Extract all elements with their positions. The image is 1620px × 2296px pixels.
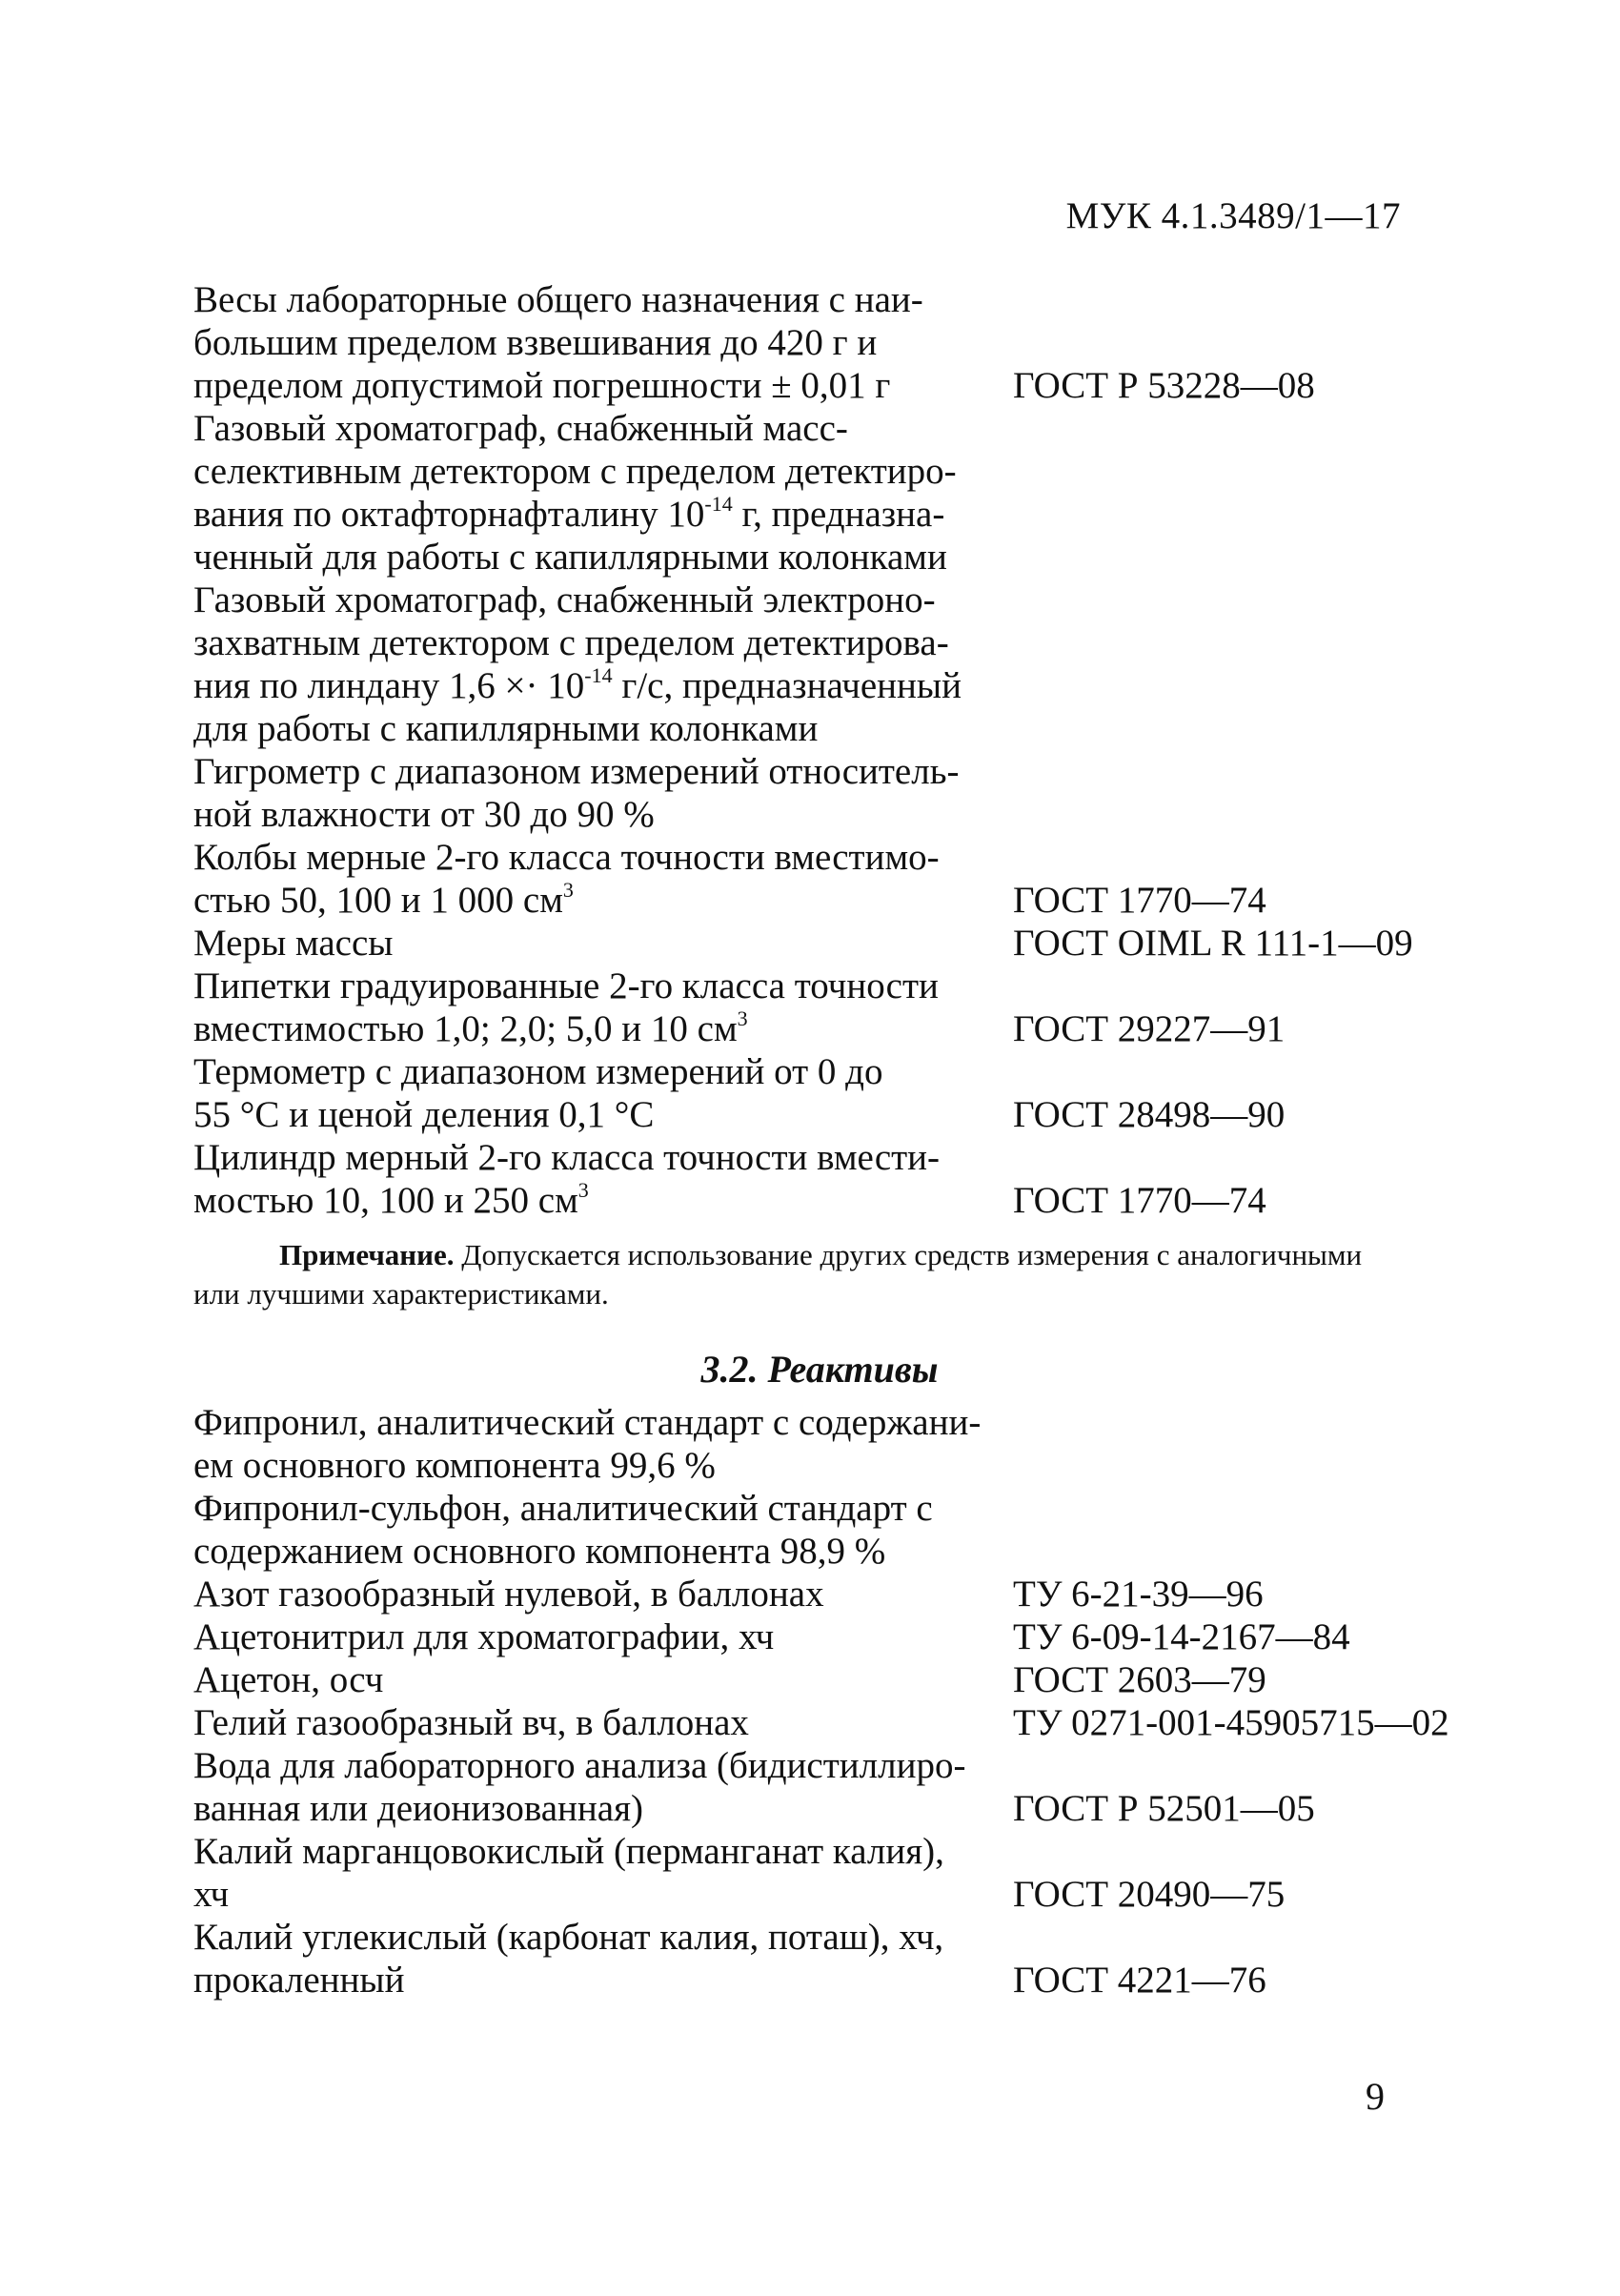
equipment-description: [193, 1136, 1003, 1222]
equipment-description: [193, 1050, 1003, 1136]
reagent-description-line: Фипронил, аналитический стандарт с содержани-: [193, 1402, 982, 1443]
reagent-item: [193, 1830, 1480, 1916]
reagent-standard: ГОСТ 20490—75: [1013, 1874, 1286, 1915]
equipment-standard: ГОСТ 1770—74: [1013, 1180, 1266, 1221]
equipment-description-line: ной влажности от 30 до 90 %: [193, 794, 655, 835]
equipment-description-line: Пипетки градуированные 2-го класса точности: [193, 965, 939, 1006]
equipment-description-line: Гигрометр с диапазоном измерений относитель-: [193, 751, 960, 792]
equipment-description: [193, 579, 1003, 750]
equipment-description: [193, 750, 1003, 836]
equipment-item: [193, 965, 1480, 1050]
equipment-item: [193, 750, 1480, 836]
reagent-description-line: содержанием основного компонента 98,9 %: [193, 1531, 886, 1572]
equipment-description-line: Цилиндр мерный 2-го класса точности вмести-: [193, 1137, 941, 1178]
equipment-standard: ГОСТ Р 53228—08: [1013, 365, 1315, 406]
equipment-standard: ГОСТ 1770—74: [1013, 880, 1266, 921]
reagent-description: [193, 1401, 1003, 1487]
equipment-item: [193, 579, 1480, 750]
reagent-list: [193, 1401, 1480, 2001]
reagent-description-line: ем основного компонента 99,6 %: [193, 1445, 716, 1486]
equipment-description-line: большим пределом взвешивания до 420 г и: [193, 322, 878, 363]
reagent-item: [193, 1487, 1480, 1573]
equipment-list: [193, 278, 1480, 1222]
reagent-description-line: Калий углекислый (карбонат калия, поташ), хч,: [193, 1917, 944, 1958]
equipment-description-line: стью 50, 100 и 1 000 $см^3$: [193, 878, 574, 921]
equipment-description: [193, 278, 1003, 407]
reagent-description-line: Ацетон, осч: [193, 1659, 384, 1700]
equipment-description-line: пределом допустимой погрешности ± 0,01 г: [193, 365, 891, 406]
reagent-item: [193, 1401, 1480, 1487]
reagent-description: [193, 1744, 1003, 1830]
equipment-item: [193, 278, 1480, 407]
reagent-standard: ГОСТ 2603—79: [1013, 1659, 1266, 1700]
equipment-item: [193, 1050, 1480, 1136]
equipment-description-line: Газовый хроматограф, снабженный масс-: [193, 408, 848, 449]
section-title: 3.2. Реактивы: [700, 1348, 939, 1391]
equipment-description-line: селективным детектором с пределом детектиро-: [193, 451, 957, 492]
reagent-item: [193, 1744, 1480, 1830]
reagent-description-line: прокаленный: [193, 1960, 405, 2001]
reagent-item: [193, 1701, 1480, 1744]
page-number: 9: [1366, 2075, 1385, 2118]
reagent-description: [193, 1916, 1003, 2001]
equipment-description-line: ченный для работы с капиллярными колонками: [193, 537, 947, 578]
equipment-item: [193, 922, 1480, 965]
reagent-description-line: Фипронил-сульфон, аналитический стандарт с: [193, 1488, 933, 1529]
note-label: Примечание.: [279, 1238, 455, 1271]
reagent-item: [193, 1615, 1480, 1658]
equipment-standard: ГОСТ 29227—91: [1013, 1008, 1286, 1049]
equipment-description-line: Газовый хроматограф, снабженный электроно-: [193, 579, 936, 620]
reagent-item: [193, 1573, 1480, 1615]
reagent-item: [193, 1916, 1480, 2001]
equipment-description: [193, 836, 1003, 922]
equipment-description-line: захватным детектором с пределом детектирова-: [193, 622, 949, 663]
reagent-standard: ТУ 6-21-39—96: [1013, 1574, 1264, 1615]
reagent-standard: ТУ 6-09-14-2167—84: [1013, 1616, 1350, 1657]
reagent-description-line: Ацетонитрил для хроматографии, хч: [193, 1616, 775, 1657]
equipment-description: [193, 965, 1003, 1050]
note-paragraph: [193, 1235, 1394, 1313]
reagent-item: [193, 1658, 1480, 1701]
equipment-description-line: вания по октафторнафталину $10^{-14}$ г, предназна-: [193, 492, 945, 535]
reagent-description: [193, 1701, 1003, 1744]
equipment-description-line: 55 °С и ценой деления 0,1 °С: [193, 1094, 655, 1135]
note-text: Допускается использование других средств измерения с аналогичными или лучшими характеристиками.: [193, 1238, 1363, 1311]
reagent-description: [193, 1487, 1003, 1573]
reagent-description-line: Гелий газообразный вч, в баллонах: [193, 1702, 749, 1743]
reagent-description-line: Вода для лабораторного анализа (бидистиллиро-: [193, 1745, 966, 1786]
equipment-standard: ГОСТ 28498—90: [1013, 1094, 1286, 1135]
equipment-description-line: вместимостью 1,0; 2,0; 5,0 и 10 $см^3$: [193, 1006, 748, 1049]
equipment-description-line: ния по линдану $1,6 \times\cdot 10^{-14}$ г/с, предназначенный: [193, 663, 962, 706]
reagent-description-line: ванная или деионизованная): [193, 1788, 644, 1829]
reagent-description: [193, 1573, 1003, 1615]
reagent-description-line: Калий марганцовокислый (перманганат калия),: [193, 1831, 944, 1872]
equipment-description-line: Меры массы: [193, 923, 394, 964]
equipment-description-line: для работы с капиллярными колонками: [193, 708, 819, 749]
equipment-description-line: Термометр с диапазоном измерений от 0 до: [193, 1051, 883, 1092]
equipment-description: [193, 407, 1003, 579]
reagent-description: [193, 1830, 1003, 1916]
equipment-description-line: Весы лабораторные общего назначения с наи-: [193, 279, 923, 320]
equipment-description-line: Колбы мерные 2-го класса точности вместимо-: [193, 837, 940, 878]
reagent-description-line: хч: [193, 1874, 230, 1915]
reagent-description-line: Азот газообразный нулевой, в баллонах: [193, 1574, 824, 1615]
equipment-standard: ГОСТ OIML R 111-1—09: [1013, 923, 1413, 964]
equipment-item: [193, 1136, 1480, 1222]
document-code-header: МУК 4.1.3489/1—17: [1065, 195, 1401, 236]
reagent-description: [193, 1658, 1003, 1701]
reagent-description: [193, 1615, 1003, 1658]
equipment-item: [193, 836, 1480, 922]
reagent-standard: ГОСТ 4221—76: [1013, 1960, 1266, 2001]
reagent-standard: ТУ 0271-001-45905715—02: [1013, 1702, 1449, 1743]
equipment-description: [193, 922, 1003, 965]
reagent-standard: ГОСТ Р 52501—05: [1013, 1788, 1315, 1829]
equipment-description-line: мостью 10, 100 и 250 $см^3$: [193, 1178, 589, 1221]
equipment-item: [193, 407, 1480, 579]
